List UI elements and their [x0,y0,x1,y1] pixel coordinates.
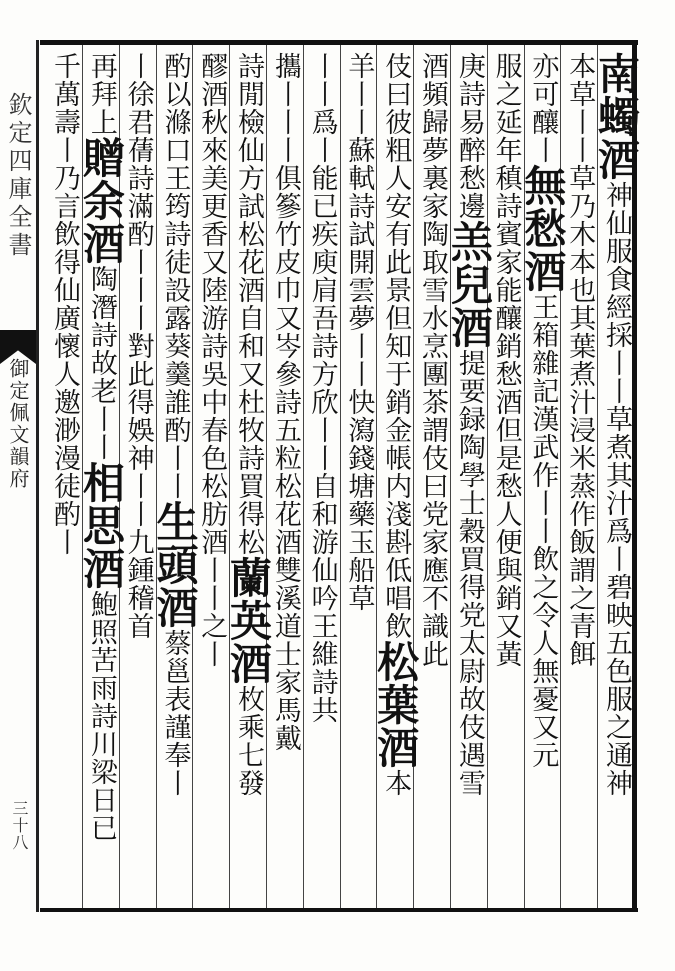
entry-text: 提要録陶學士穀買得党太尉故伎遇雪 [453,349,485,797]
entry-headword: 無愁酒 [518,164,568,293]
entry-text: 枚乘七發 [233,685,265,797]
entry-text: 廣懷人邀渺漫徒酌丨 [49,304,81,556]
text-column [444,52,494,902]
entry-text: 攜丨丨丨俱篸竹皮巾又岑參詩五粒松花酒雙溪道士家馬戴 [269,52,301,752]
margin-book-title: 欽定四庫全書 [4,92,32,260]
text-column [192,52,229,902]
text-column [266,52,303,902]
entry-text: 神仙服食經採丨丨草煮其汁爲丨碧映五色服之通神 [601,181,632,797]
center-margin-column [0,40,36,912]
entry-text: 再拜上 [85,52,117,136]
entry-text: 庚詩易醉愁邊 [453,52,485,220]
text-column [592,52,641,902]
entry-text: 陶潛詩故老丨丨 [85,265,117,461]
entry-text: 丨徐君蒨詩滿酌丨丨丨對此得娛神 [122,52,154,472]
frame-bottom-rule [40,908,638,912]
entry-text: 蔡邕表謹奉丨 [159,629,191,797]
text-column [150,52,200,902]
entry-text: 酌以滌口王筠詩徒設露葵羹誰酌丨丨 [159,52,191,500]
entry-text: 陶取雪水烹團茶謂伎曰党家應不識此 [417,220,449,668]
entry-headword: 蘭英酒 [224,556,274,685]
entry-text: 伎曰彼粗人安有此景但知于銷金帳内淺斟低唱飲 [380,52,412,640]
text-column [45,52,82,902]
entry-text: 稹詩賓家能釀銷愁酒但是愁人便與銷又黃 [490,164,522,668]
entry-text: 鮑照苦雨詩川梁日已 [85,590,117,842]
text-column [413,52,450,902]
entry-headword: 贈余酒 [76,136,126,265]
entry-headword: 生頭酒 [150,500,200,629]
text-column [340,52,377,902]
entry-headword: 南蠋酒 [592,52,641,181]
entry-text: 醪酒秋來美更香又陸游詩吳中春色松肪酒 [196,52,228,556]
entry-text: 羊丨丨蘇軾詩試開雲夢丨丨快瀉錢塘藥玉船 [343,52,375,584]
text-column [487,52,524,902]
entry-text: 丨丨九鍾稽首 [122,472,154,640]
entry-text: 本 [380,769,412,797]
text-column [371,52,421,902]
entry-text: 詩閒檢仙方試松花酒自和又杜牧詩買得松 [233,52,265,556]
entry-text: 服之延年 [490,52,522,164]
entry-text: 亦可釀丨 [527,52,559,164]
entry-text: 王箱雜記漢武作丨丨飲之令人無憂又元 [527,293,559,769]
frame-left-rule [36,40,39,912]
entry-headword: 相思酒 [76,461,126,590]
entry-text: 丨丨爲丨能已疾庾肩吾詩方欣丨丨自和游仙吟王維詩共 [306,52,338,724]
entry-text: 草 [343,584,375,612]
entry-text: 酒頻歸夢裏家 [417,52,449,220]
text-column [76,52,126,902]
text-column [224,52,274,902]
entry-headword: 羔兒酒 [444,220,494,349]
entry-headword: 松葉酒 [371,640,421,769]
entry-text: 丨丨之丨 [196,556,228,668]
main-text [49,52,641,902]
entry-text: 千萬壽 [49,52,81,136]
margin-page-number: 三十八 [10,800,29,851]
text-column [518,52,568,902]
margin-source-title: 御定佩文韻府 [6,358,30,490]
entry-text: 丨乃言飲得仙 [49,136,81,304]
text-column [303,52,340,902]
entry-text: 本草丨丨草乃木本也其葉煮汁浸米蒸作飯謂之青餌 [564,52,596,668]
